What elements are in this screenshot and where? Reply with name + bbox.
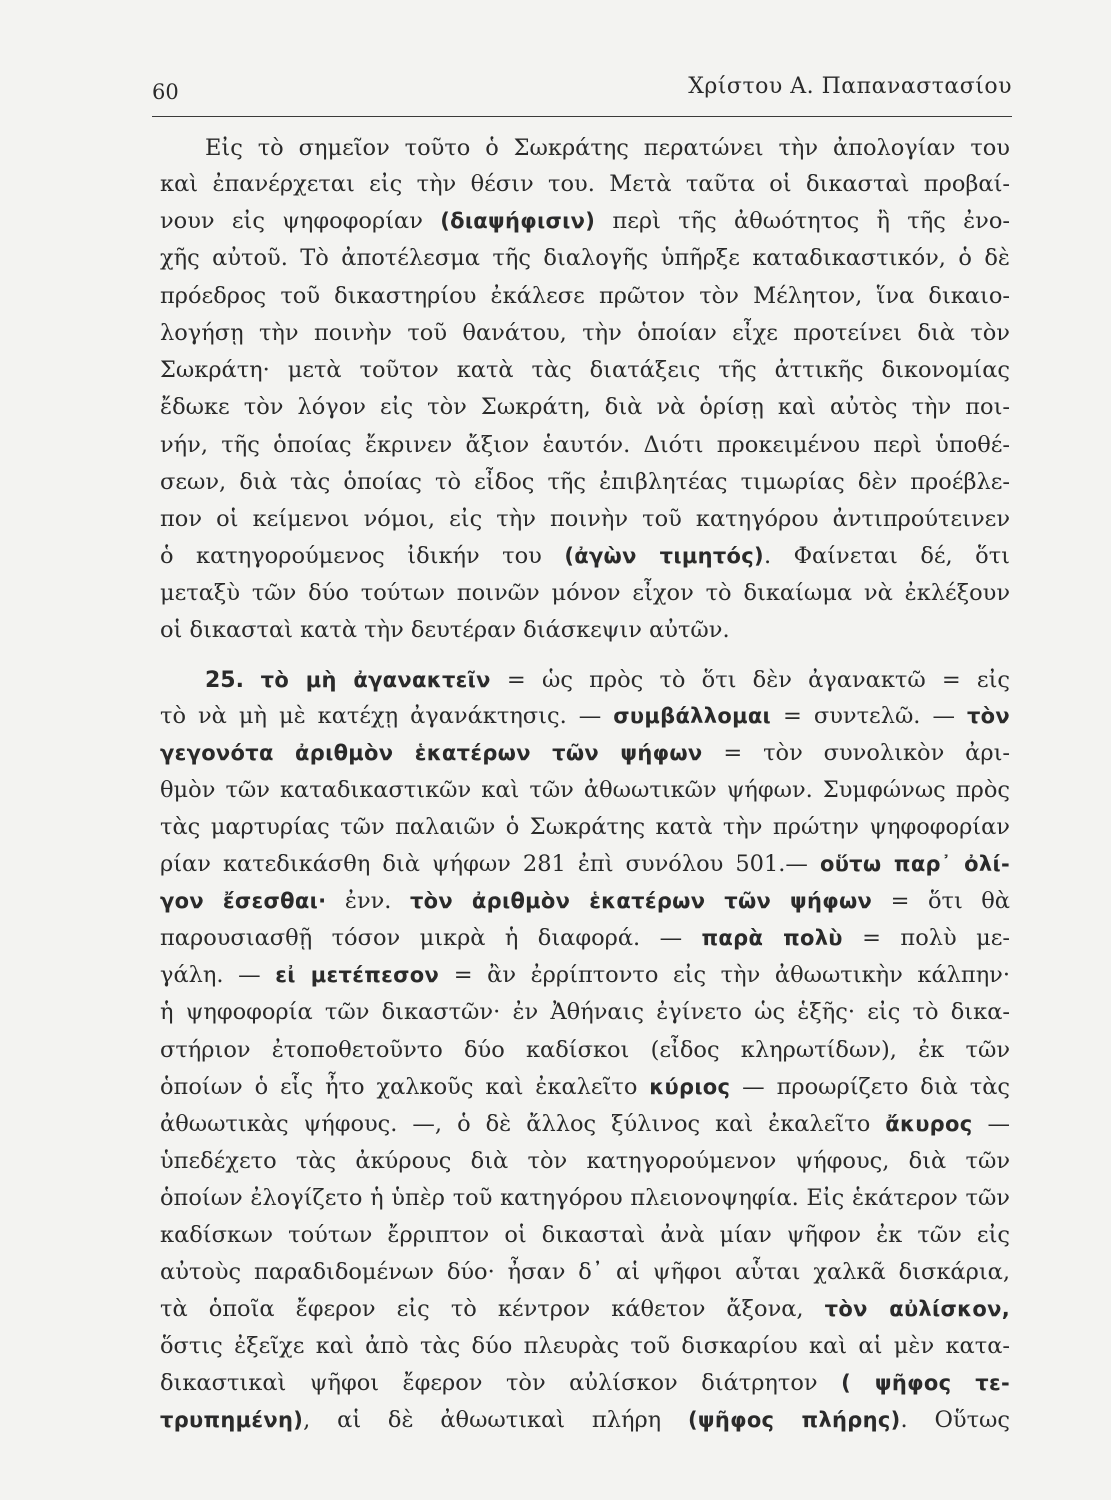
text-line: παρουσιασθῇ τόσον μικρὰ ἡ διαφορά. — παρὰ πολὺ = πολὺ με- [160, 925, 1010, 951]
bold-term: τρυπημένη) [160, 1408, 304, 1432]
bold-term: τὸν αὐλίσκον, [824, 1297, 1010, 1321]
text-line: σεων, διὰ τὰς ὁποίας τὸ εἶδος τῆς ἐπιβλητέας τιμωρίας δὲν προέβλε- [160, 469, 1010, 495]
text-line: ὁποίων ἐλογίζετο ἡ ὑπὲρ τοῦ κατηγόρου πλειονοψηφία. Εἰς ἑκάτερον τῶν [160, 1185, 1010, 1211]
text-line: ὑπεδέχετο τὰς ἀκύρους διὰ τὸν κατηγορούμενον ψήφους, διὰ τῶν [160, 1148, 1010, 1174]
bold-term: γον ἔσεσθαι· [160, 889, 327, 913]
text-line: καδίσκων τούτων ἔρριπτον οἱ δικασταὶ ἀνὰ μίαν ψῆφον ἐκ τῶν εἰς [160, 1222, 1010, 1248]
text-line: τὰς μαρτυρίας τῶν παλαιῶν ὁ Σωκράτης κατὰ τὴν πρώτην ψηφοφορίαν [160, 814, 1010, 840]
bold-term: συμβάλλομαι [613, 704, 772, 728]
text-line: πον οἱ κείμενοι νόμοι, εἰς τὴν ποινὴν τοῦ κατηγόρου ἀντιπρούτεινεν [160, 506, 1010, 532]
bold-term: ἄκυρος [885, 1112, 973, 1136]
text-line: ἀθωωτικὰς ψήφους. —, ὁ δὲ ἄλλος ξύλινος καὶ ἐκαλεῖτο ἄκυρος — [160, 1111, 1010, 1137]
page-number: 60 [152, 80, 179, 104]
text-line: νουν εἰς ψηφοφορίαν (διαψήφισιν) περὶ τῆς ἀθωότητος ἢ τῆς ἐνο- [160, 208, 1010, 234]
text-line: χῆς αὐτοῦ. Τὸ ἀποτέλεσμα τῆς διαλογῆς ὑπῆρξε καταδικαστικόν, ὁ δὲ [160, 245, 1010, 271]
text-line: Εἰς τὸ σημεῖον τοῦτο ὁ Σωκράτης περατώνει τὴν ἀπολογίαν του [205, 135, 1010, 161]
text-line: τὰ ὁποῖα ἔφερον εἰς τὸ κέντρον κάθετον ἄξονα, τὸν αὐλίσκον, [160, 1296, 1010, 1322]
text-line: στήριον ἐτοποθετοῦντο δύο καδίσκοι (εἶδος κληρωτίδων), ἐκ τῶν [160, 1037, 1010, 1063]
text-line: ὁποίων ὁ εἷς ἦτο χαλκοῦς καὶ ἐκαλεῖτο κύριος — προωρίζετο διὰ τὰς [160, 1074, 1010, 1100]
bold-term: τὸν [966, 704, 1010, 728]
page-header [152, 72, 1012, 117]
text-line: γον ἔσεσθαι· ἐνν. τὸν ἀριθμὸν ἑκατέρων τῶν ψήφων = ὅτι θὰ [160, 888, 1010, 914]
bold-term: τὸ μὴ ἀγανακτεῖν [243, 668, 491, 692]
running-head: Χρίστου Α. Παπαναστασίου [688, 74, 1012, 99]
text-line: δικαστικαὶ ψῆφοι ἔφερον τὸν αὐλίσκον διάτρητον ( ψῆφος τε- [160, 1370, 1010, 1396]
bold-term: (ἀγὼν τιμητός) [564, 544, 764, 568]
text-line: γεγονότα ἀριθμὸν ἑκατέρων τῶν ψήφων = τὸν συνολικὸν ἀρι- [160, 740, 1010, 766]
bold-term: (ψῆφος πλήρης) [687, 1408, 901, 1432]
bold-term: τὸν ἀριθμὸν ἑκατέρων τῶν ψήφων [409, 889, 873, 913]
text-line: νήν, τῆς ὁποίας ἔκρινεν ἄξιον ἑαυτόν. Διότι προκειμένου περὶ ὑποθέ- [160, 432, 1010, 458]
bold-term: (διαψήφισιν) [440, 209, 596, 233]
text-line: ἔδωκε τὸν λόγον εἰς τὸν Σωκράτη, διὰ νὰ ὁρίσῃ καὶ αὐτὸς τὴν ποι- [160, 394, 1010, 420]
text-line: μεταξὺ τῶν δύο τούτων ποινῶν μόνον εἶχον τὸ δικαίωμα νὰ ἐκλέξουν [160, 580, 1010, 606]
text-line: πρόεδρος τοῦ δικαστηρίου ἐκάλεσε πρῶτον τὸν Μέλητον, ἵνα δικαιο- [160, 283, 1010, 309]
bold-term: ( ψῆφος τε- [841, 1371, 1010, 1395]
section-number: 25. [205, 668, 244, 693]
text-line: οἱ δικασταὶ κατὰ τὴν δευτέραν διάσκεψιν αὐτῶν. [160, 617, 730, 643]
text-line: λογήσῃ τὴν ποινὴν τοῦ θανάτου, τὴν ὁποίαν εἶχε προτείνει διὰ τὸν [160, 320, 1010, 346]
bold-term: γεγονότα ἀριθμὸν ἑκατέρων τῶν ψήφων [160, 741, 703, 765]
text-line: 25. τὸ μὴ ἀγανακτεῖν = ὡς πρὸς τὸ ὅτι δὲν ἀγανακτῶ = εἰς [205, 667, 1010, 693]
text-line: ὅστις ἐξεῖχε καὶ ἀπὸ τὰς δύο πλευρὰς τοῦ δισκαρίου καὶ αἱ μὲν κατα- [160, 1333, 1010, 1359]
bold-term: οὕτω παρ᾽ ὀλί- [819, 852, 1010, 876]
text-line: γάλη. — εἰ μετέπεσον = ἂν ἐρρίπτοντο εἰς τὴν ἀθωωτικὴν κάλπην· [160, 962, 1010, 988]
text-line: Σωκράτη· μετὰ τοῦτον κατὰ τὰς διατάξεις τῆς ἀττικῆς δικονομίας [160, 357, 1010, 383]
text-line: αὐτοὺς παραδιδομένων δύο· ἦσαν δ᾽ αἱ ψῆφοι αὗται χαλκᾶ δισκάρια, [160, 1259, 1010, 1285]
text-line: ὁ κατηγορούμενος ἰδικήν του (ἀγὼν τιμητός). Φαίνεται δέ, ὅτι [160, 543, 1010, 569]
text-line: ρίαν κατεδικάσθη διὰ ψήφων 281 ἐπὶ συνόλου 501.— οὕτω παρ᾽ ὀλί- [160, 851, 1010, 877]
text-line: θμὸν τῶν καταδικαστικῶν καὶ τῶν ἀθωωτικῶν ψήφων. Συμφώνως πρὸς [160, 777, 1010, 803]
bold-term: εἰ μετέπεσον [275, 963, 440, 987]
text-line: καὶ ἐπανέρχεται εἰς τὴν θέσιν του. Μετὰ ταῦτα οἱ δικασταὶ προβαί- [160, 171, 1010, 197]
text-line: τρυπημένη), αἱ δὲ ἀθωωτικαὶ πλήρη (ψῆφος πλήρης). Οὕτως [160, 1407, 1010, 1433]
text-line: τὸ νὰ μὴ μὲ κατέχῃ ἀγανάκτησις. — συμβάλλομαι = συντελῶ. — τὸν [160, 703, 1010, 729]
bold-term: κύριος [649, 1075, 731, 1099]
bold-term: παρὰ πολὺ [701, 926, 843, 950]
text-line: ἡ ψηφοφορία τῶν δικαστῶν· ἐν Ἀθήναις ἐγίνετο ὡς ἑξῆς· εἰς τὸ δικα- [160, 999, 1010, 1025]
